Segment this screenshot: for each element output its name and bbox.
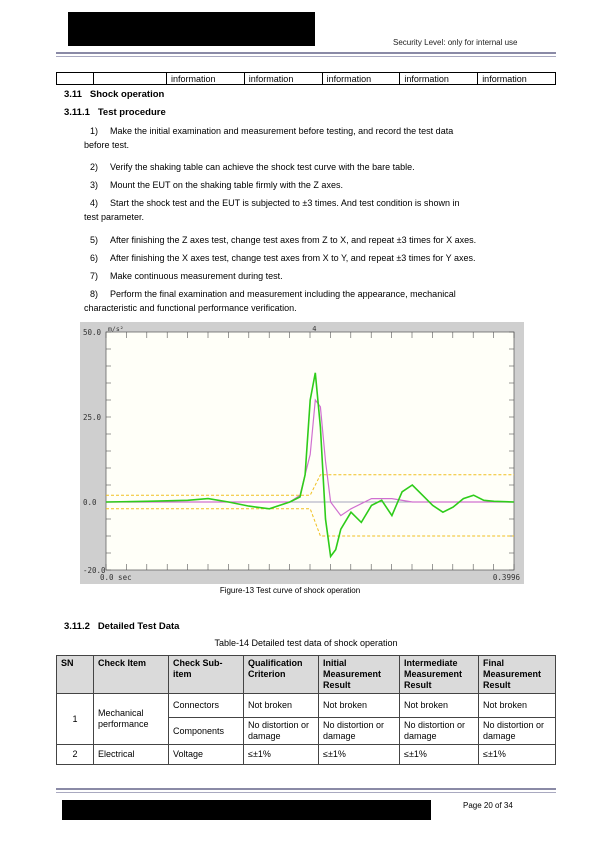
step-item xyxy=(90,269,538,283)
figure-caption: Figure-13 Test curve of shock operation xyxy=(219,586,361,595)
step-continuation: before test. xyxy=(84,140,130,150)
header-cell: Intermediate Measurement Result xyxy=(400,656,479,694)
step-item xyxy=(84,124,538,152)
initial-cell: No distortion or damage xyxy=(319,718,400,745)
step-item xyxy=(90,160,538,174)
footer-rule xyxy=(56,788,556,790)
criterion-cell: No distortion or damage xyxy=(244,718,319,745)
table-header-row xyxy=(57,656,556,694)
step-number: 8) xyxy=(90,289,99,299)
sub-item-cell: Voltage xyxy=(169,745,244,765)
step-item xyxy=(90,251,538,265)
section-title: Shock operation xyxy=(89,89,165,100)
sub-item-cell: Components xyxy=(169,718,244,745)
header-rule xyxy=(56,52,556,54)
final-cell: No distortion or damage xyxy=(479,718,556,745)
footer-rule-thin xyxy=(56,792,556,793)
header-cell: Qualification Criterion xyxy=(244,656,319,694)
final-cell: Not broken xyxy=(479,694,556,718)
top-cell: information xyxy=(400,73,478,85)
header-cell: Check Sub-item xyxy=(169,656,244,694)
step-continuation: test parameter. xyxy=(84,212,145,222)
y-tick-label: 0.0 xyxy=(83,498,97,507)
step-text: Start the shock test and the EUT is subjected to ±3 times. And test condition is shown in xyxy=(110,198,460,208)
step-item xyxy=(84,196,538,224)
step-text: Mount the EUT on the shaking table firmly with the Z axes. xyxy=(110,180,343,190)
unit-label: m/s² xyxy=(108,325,124,333)
initial-cell: Not broken xyxy=(319,694,400,718)
final-cell: ≤±1% xyxy=(479,745,556,765)
header-rule-thin xyxy=(56,56,556,57)
section-heading xyxy=(64,89,164,100)
step-continuation: characteristic and functional performance verification. xyxy=(84,303,297,313)
top-info-table xyxy=(56,72,556,85)
header-cell: Check Item xyxy=(94,656,169,694)
subsection-title: Test procedure xyxy=(97,107,166,118)
criterion-cell: Not broken xyxy=(244,694,319,718)
check-item-cell: Mechanical performance xyxy=(94,694,169,745)
step-number: 5) xyxy=(90,235,99,245)
top-cell-empty xyxy=(94,73,167,85)
subsection-heading xyxy=(64,107,166,118)
step-text: Make the initial examination and measurement before testing, and record the test data xyxy=(110,126,454,136)
step-item xyxy=(84,287,538,315)
table-row xyxy=(57,694,556,718)
step-item xyxy=(90,233,538,247)
table-row xyxy=(57,745,556,765)
page-number: Page 20 of 34 xyxy=(463,801,513,810)
step-number: 4) xyxy=(90,198,99,208)
top-cell-empty xyxy=(57,73,94,85)
step-text: After finishing the X axes test, change test axes from X to Y, and repeat ±3 times for Y axes. xyxy=(110,253,476,263)
top-cell: information xyxy=(167,73,245,85)
sub-item-cell: Connectors xyxy=(169,694,244,718)
sn-cell: 1 xyxy=(57,694,94,745)
security-level: Security Level: only for internal use xyxy=(393,38,518,47)
table-caption: Table-14 Detailed test data of shock operation xyxy=(214,638,398,648)
step-number: 7) xyxy=(90,271,99,281)
step-text: After finishing the Z axes test, change test axes from Z to X, and repeat ±3 times for X axes. xyxy=(110,235,477,245)
subsection-title: Detailed Test Data xyxy=(97,621,180,632)
intermediate-cell: No distortion or damage xyxy=(400,718,479,745)
y-tick-label: 50.0 xyxy=(83,328,102,337)
x-tick-label: 0.0 sec xyxy=(100,573,132,582)
step-text: Verify the shaking table can achieve the shock test curve with the bare table. xyxy=(110,162,415,172)
top-cell: information xyxy=(478,73,556,85)
step-text: Perform the final examination and measurement including the appearance, mechanical xyxy=(110,289,456,299)
y-tick-label: 25.0 xyxy=(83,413,102,422)
intermediate-cell: ≤±1% xyxy=(400,745,479,765)
subsection-heading-2 xyxy=(64,621,179,632)
step-number: 2) xyxy=(90,162,99,172)
marker-label: 4 xyxy=(312,325,317,333)
shock-test-chart xyxy=(80,322,524,584)
criterion-cell: ≤±1% xyxy=(244,745,319,765)
step-number: 3) xyxy=(90,180,99,190)
step-text: Make continuous measurement during test. xyxy=(110,271,283,281)
subsection-number: 3.11.2 xyxy=(64,621,90,632)
header-cell: Final Measurement Result xyxy=(479,656,556,694)
header-cell: Initial Measurement Result xyxy=(319,656,400,694)
section-number: 3.11 xyxy=(64,89,82,100)
redacted-footer-block xyxy=(62,800,431,820)
detailed-test-data-table xyxy=(56,655,556,765)
step-number: 6) xyxy=(90,253,99,263)
subsection-number: 3.11.1 xyxy=(64,107,90,118)
top-cell: information xyxy=(244,73,322,85)
step-item xyxy=(90,178,538,192)
initial-cell: ≤±1% xyxy=(319,745,400,765)
header-cell: SN xyxy=(57,656,94,694)
y-tick-label: -20.0 xyxy=(83,566,106,575)
check-item-cell: Electrical xyxy=(94,745,169,765)
top-cell: information xyxy=(322,73,400,85)
intermediate-cell: Not broken xyxy=(400,694,479,718)
x-tick-label: 0.3996 xyxy=(492,573,520,582)
sn-cell: 2 xyxy=(57,745,94,765)
step-number: 1) xyxy=(90,126,99,136)
redacted-header-block xyxy=(68,12,315,46)
